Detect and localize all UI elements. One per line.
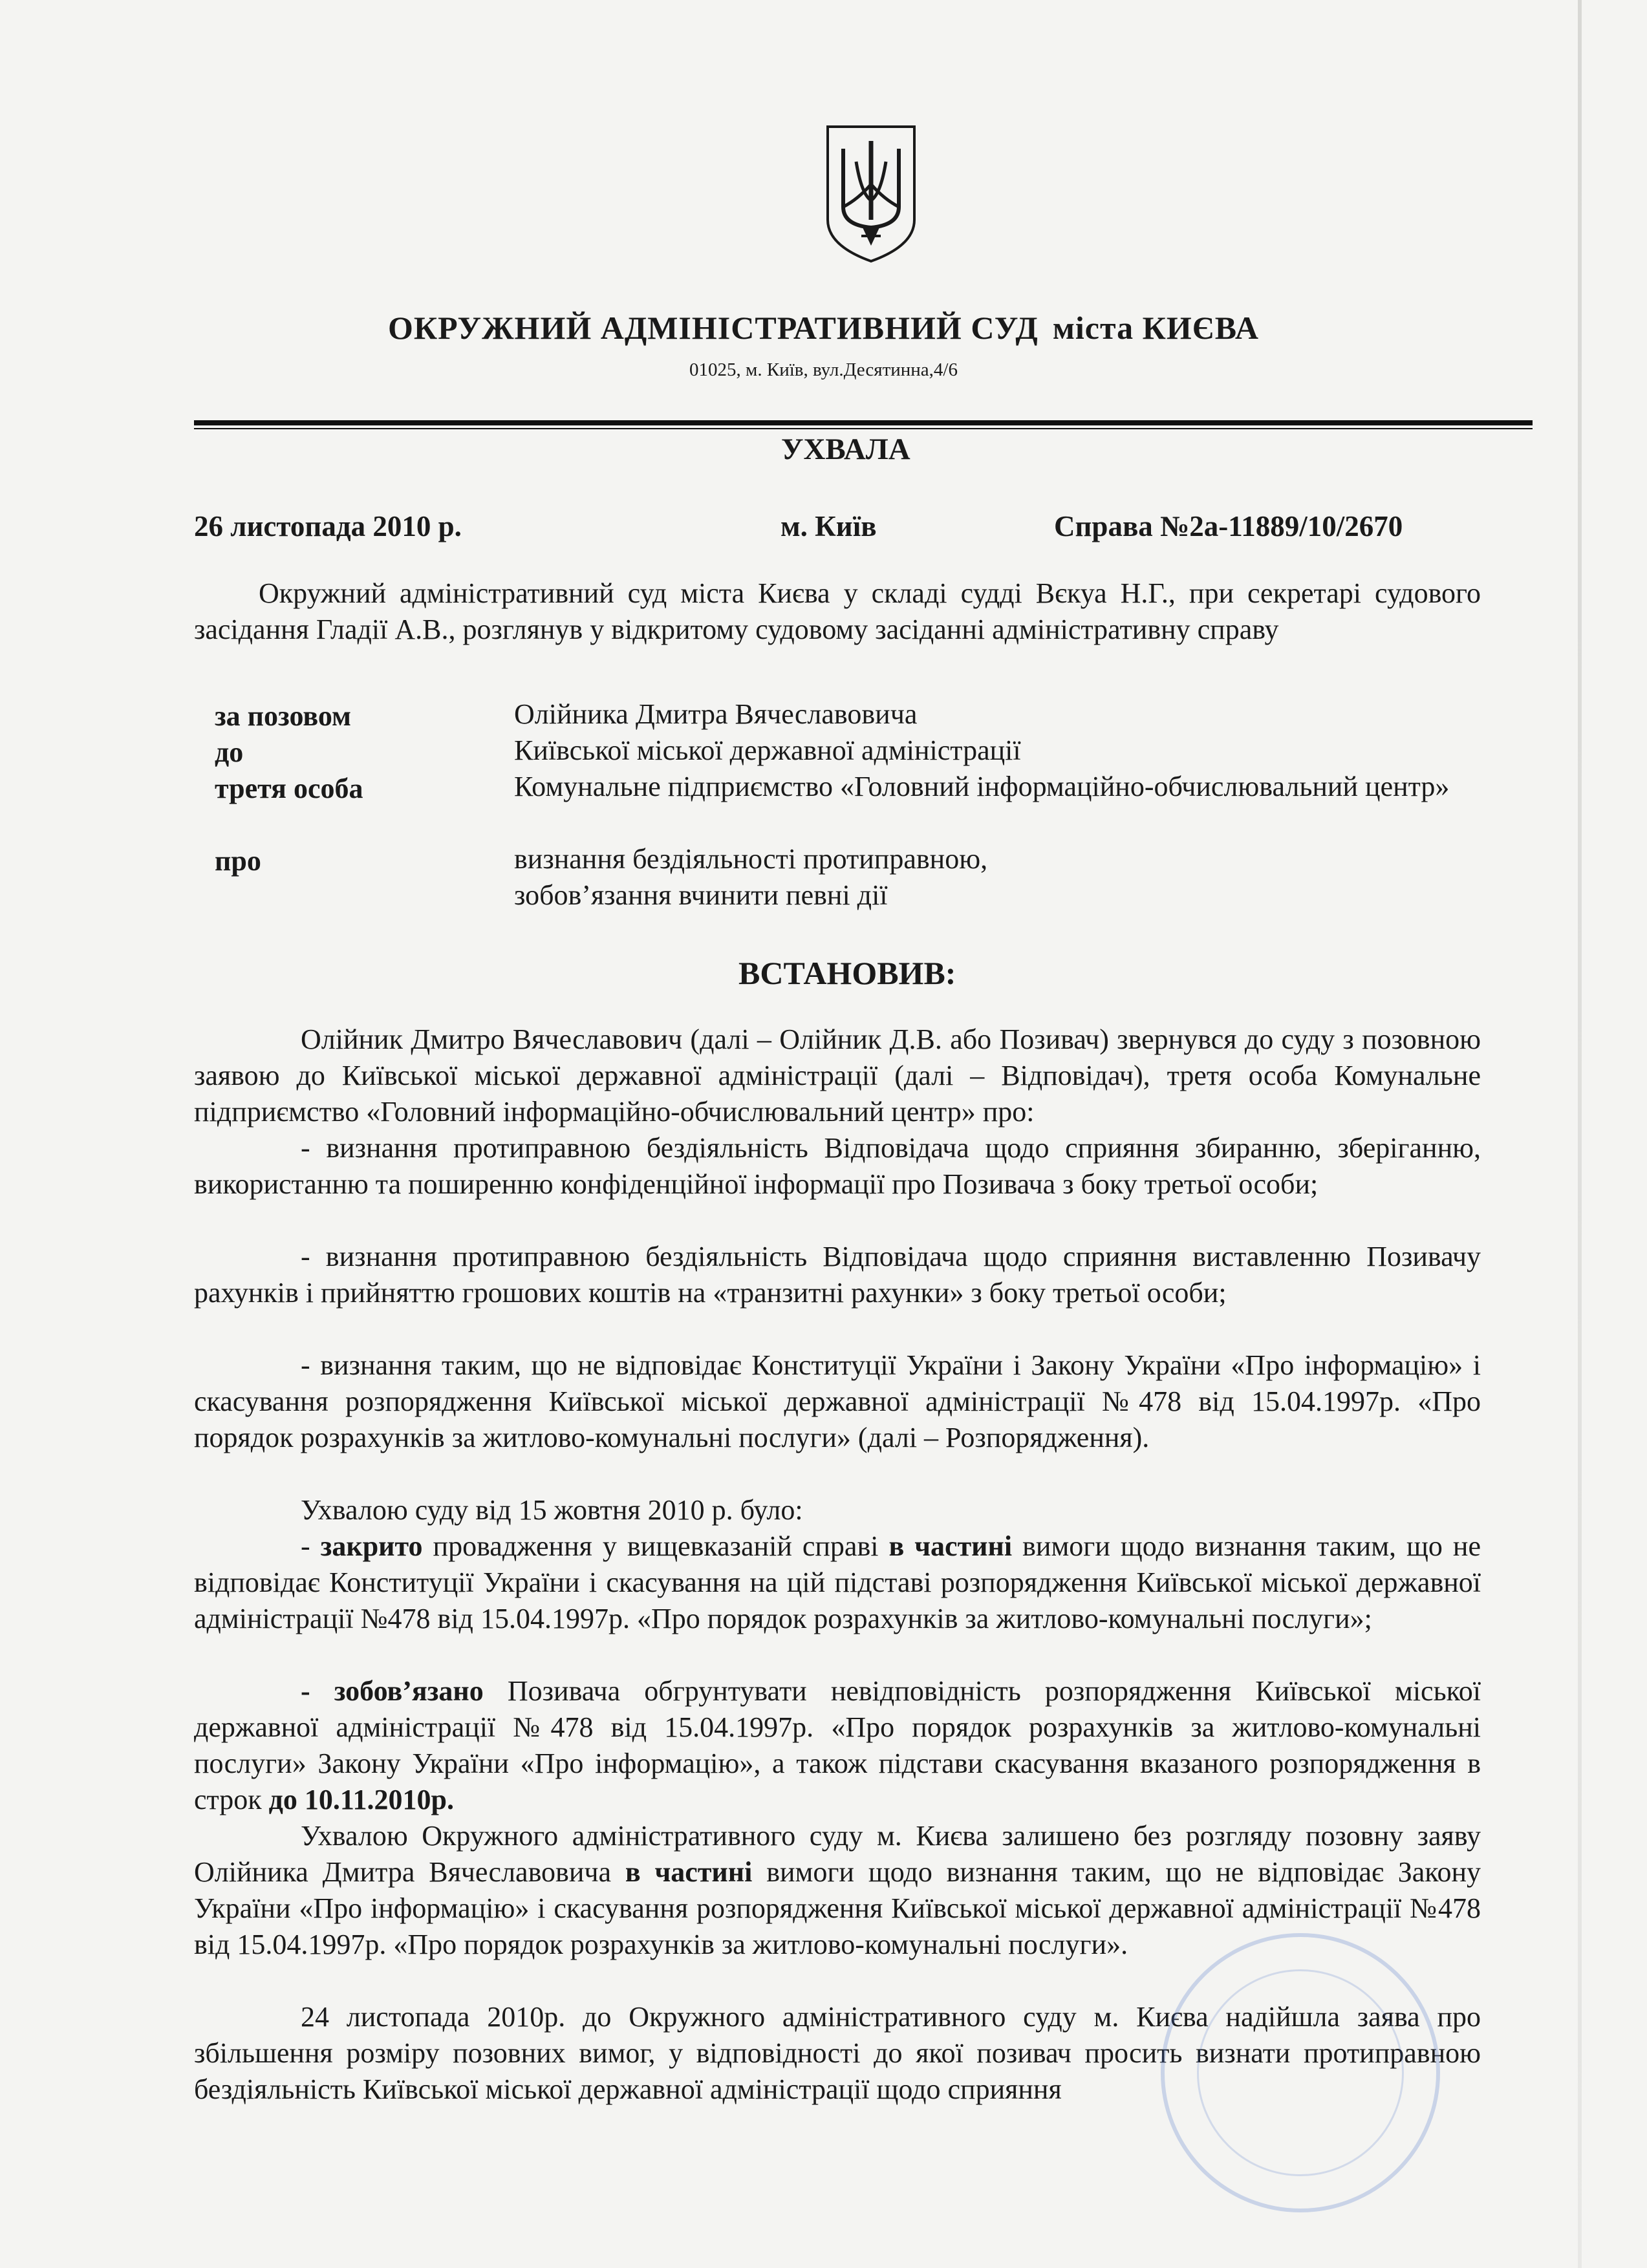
p7-text: Позивача обгрунтувати невідповідність розпорядження Київської міської державної адміністрації №478 від 15.04.1997р. «Про порядок розрахунків за житлово-комунальні послуги» Закону України «Про інформацію», а також підстави скасування вказаного розпорядження в строк xyxy=(194,1675,1481,1815)
court-city: міста КИЄВА xyxy=(1052,310,1260,346)
header-divider xyxy=(194,420,1533,425)
case-number: Справа №2а-11889/10/2670 xyxy=(1054,510,1403,542)
party-value-defendant: Київської міської державної адміністрації xyxy=(514,734,1021,766)
party-value-subject-2: зобов’язання вчинити певні дії xyxy=(514,879,888,911)
party-label-plaintiff: за позовом xyxy=(215,700,351,732)
court-name: ОКРУЖНИЙ АДМІНІСТРАТИВНИЙ СУД xyxy=(387,310,1039,346)
p8-bold: в частині xyxy=(625,1856,753,1888)
body-paragraph-9: 24 листопада 2010р. до Окружного адміністративного суду м. Києва надійшла заява про збільшення розміру позовних вимог, у відповідності до якої позивач просить визнати протиправною бездіяльність Київської міської державної адміністрації щодо сприяння xyxy=(194,2001,1481,2105)
party-value-subject: визнання бездіяльності протиправною, xyxy=(514,843,988,875)
body-paragraph-3: - визнання протиправною бездіяльність Відповідача щодо сприяння виставленню Позивачу рахунків і прийняттю грошових коштів на «транзитні рахунки» з боку третьої особи; xyxy=(194,1241,1481,1309)
intro-paragraph: Окружний адміністративний суд міста Києва у складі судді Вєкуа Н.Г., при секретарі судового засідання Гладії А.В., розглянув у відкритому судовому засіданні адміністративну справу xyxy=(194,577,1481,645)
court-address: 01025, м. Київ, вул.Десятинна,4/6 xyxy=(689,359,958,380)
document-date: 26 листопада 2010 р. xyxy=(194,510,462,542)
party-value-plaintiff: Олійника Дмитра Вячеславовича xyxy=(514,698,918,730)
body-paragraph-1: Олійник Дмитро Вячеславович (далі – Олійник Д.В. або Позивач) звернувся до суду з позовною заявою до Київської міської державної адміністрації (далі – Відповідач), третя особа Комунальне підприємство «Головний інформаційно-обчислювальний центр» про: xyxy=(194,1023,1481,1128)
p6-text-2: вимоги щодо визнання таким, що не відповідає Конституції України і скасування на цій підставі розпорядження Київської міської державної адміністрації №478 від 15.04.1997р. «Про порядок розрахунків за житлово-комунальні послуги»; xyxy=(194,1530,1481,1634)
document-city: м. Київ xyxy=(780,510,877,542)
header-divider-thin xyxy=(194,428,1533,429)
p8-text-1: Ухвалою Окружного адміністративного суду м. Києва залишено без розгляду позовну заяву Олійника Дмитра Вячеславовича xyxy=(194,1820,1481,1888)
party-value-third-party: Комунальне підприємство «Головний інформаційно-обчислювальний центр» xyxy=(514,771,1450,802)
p6-bold-1: закрито xyxy=(320,1530,423,1562)
party-label-subject: про xyxy=(215,845,261,877)
section-heading: ВСТАНОВИВ: xyxy=(738,955,956,991)
court-stamp xyxy=(1161,1933,1440,2212)
body-paragraph-4: - визнання таким, що не відповідає Конституції України і Закону України «Про інформацію» і скасування розпорядження Київської міської державної адміністрації №478 від 15.04.1997р. «Про порядок розрахунків за житлово-комунальні послуги» (далі – Розпорядження). xyxy=(194,1349,1481,1453)
court-title xyxy=(0,309,1647,347)
trident-emblem-icon xyxy=(823,123,920,265)
p7-bold-1: - зобов’язано xyxy=(301,1675,484,1707)
p6-text-1: провадження у вищевказаній справі xyxy=(422,1530,889,1562)
party-label-defendant: до xyxy=(215,736,244,768)
page-edge-shadow xyxy=(1578,0,1582,2268)
body-paragraph-6 xyxy=(194,1528,1481,1637)
body-paragraph-2: - визнання протиправною бездіяльність Відповідача щодо сприяння збиранню, зберіганню, використанню та поширенню конфіденційної інформації про Позивача з боку третьої особи; xyxy=(194,1132,1481,1200)
party-label-third-party: третя особа xyxy=(215,773,363,804)
body-paragraph-5: Ухвалою суду від 15 жовтня 2010 р. було: xyxy=(301,1494,803,1526)
body-paragraph-7 xyxy=(194,1673,1481,1818)
p8-text-2: вимоги щодо визнання таким, що не відповідає Закону України «Про інформацію» і скасування розпорядження Київської міської державної адміністрації №478 від 15.04.1997р. «Про порядок розрахунків за житлово-комунальні послуги». xyxy=(194,1856,1481,1960)
p6-bold-2: в частині xyxy=(888,1530,1013,1562)
p7-bold-2: до 10.11.2010р. xyxy=(268,1784,454,1815)
document-type: УХВАЛА xyxy=(781,433,910,466)
p6-dash: - xyxy=(301,1530,321,1562)
